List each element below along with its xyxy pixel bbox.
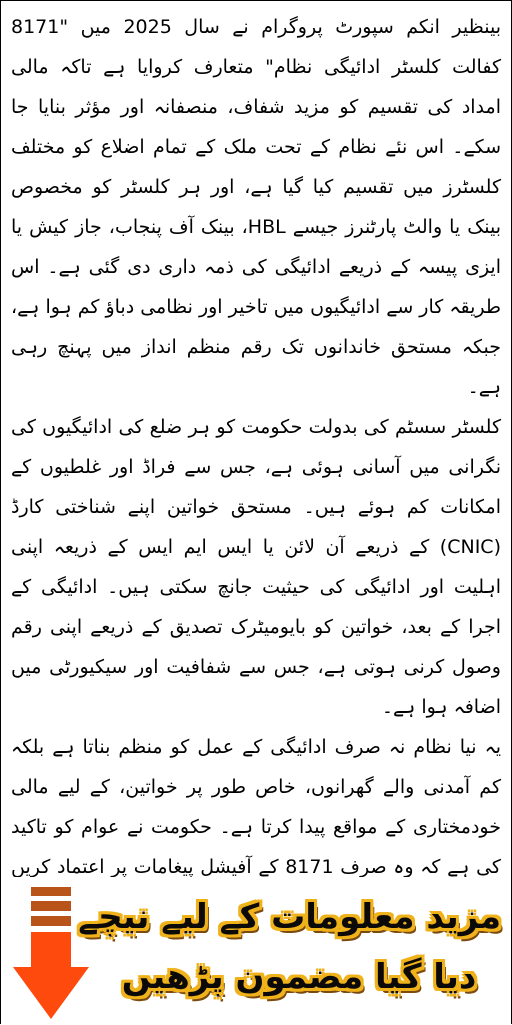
read-more-line-1: مزید معلومات کے لیے نیچے	[78, 897, 501, 937]
article-body	[9, 7, 503, 877]
read-more-line-2: دیا گیا مضمون پڑھیں	[121, 957, 477, 997]
article-paragraph-3: یہ نیا نظام نہ صرف ادائیگی کے عمل کو منظم بناتا ہے بلکہ کم آمدنی والے گھرانوں، خاص طور پر خواتین، کے لیے مالی خودمختاری کے مواقع پیدا کرتا ہے۔ حکومت نے عوام کو تاکید کی ہے کہ وہ صرف 8171 کے آفیشل پیغامات پر اعتماد کریں	[11, 736, 501, 877]
article-paragraph-1: بینظیر انکم سپورٹ پروگرام نے سال 2025 میں "8171 کفالت کلسٹر ادائیگی نظام" متعارف کروایا ہے تاکہ مالی امداد کی تقسیم کو مزید شفاف، منصفانہ اور مؤثر بنایا جا سکے۔ اس نئے نظام کے تحت ملک کے تمام اضلاع کو مختلف کلسٹرز میں تقسیم کیا گیا ہے، اور ہر کلسٹر کو مخصوص بینک یا والٹ پارٹنرز جیسے HBL، بینک آف پنجاب، جاز کیش یا ایزی پیسہ کے ذریعے ادائیگی کی ذمہ داری دی گئی ہے۔ اس طریقہ کار سے ادائیگیوں میں تاخیر اور نظامی دباؤ کم ہوا ہے، جبکہ مستحق خاندانوں تک رقم منظم انداز میں پہنچ رہی ہے۔	[11, 16, 501, 398]
read-more-text[interactable]	[78, 887, 501, 1017]
arrow-stripe-2	[31, 901, 71, 911]
article-paragraph-2: کلسٹر سسٹم کی بدولت حکومت کو ہر ضلع کی ادائیگیوں کی نگرانی میں آسانی ہوئی ہے، جس سے فراڈ اور غلطیوں کے امکانات کم ہوئے ہیں۔ مستحق خواتین اپنے شناختی کارڈ (CNIC) کے ذریعے آن لائن یا ایس ایم ایس کے ذریعہ اپنی اہلیت اور ادائیگی کی حیثیت جانچ سکتی ہیں۔ ادائیگی کے اجرا کے بعد، خواتین کو بایومیٹرک تصدیق کے ذریعے اپنی رقم وصول کرنی ہوتی ہے، جس سے شفافیت اور سیکیورٹی میں اضافہ ہوا ہے۔	[11, 416, 501, 718]
read-more-banner[interactable]	[1, 879, 511, 1025]
arrow-stripe-1	[31, 887, 71, 896]
arrow-stripe-3	[31, 916, 71, 926]
